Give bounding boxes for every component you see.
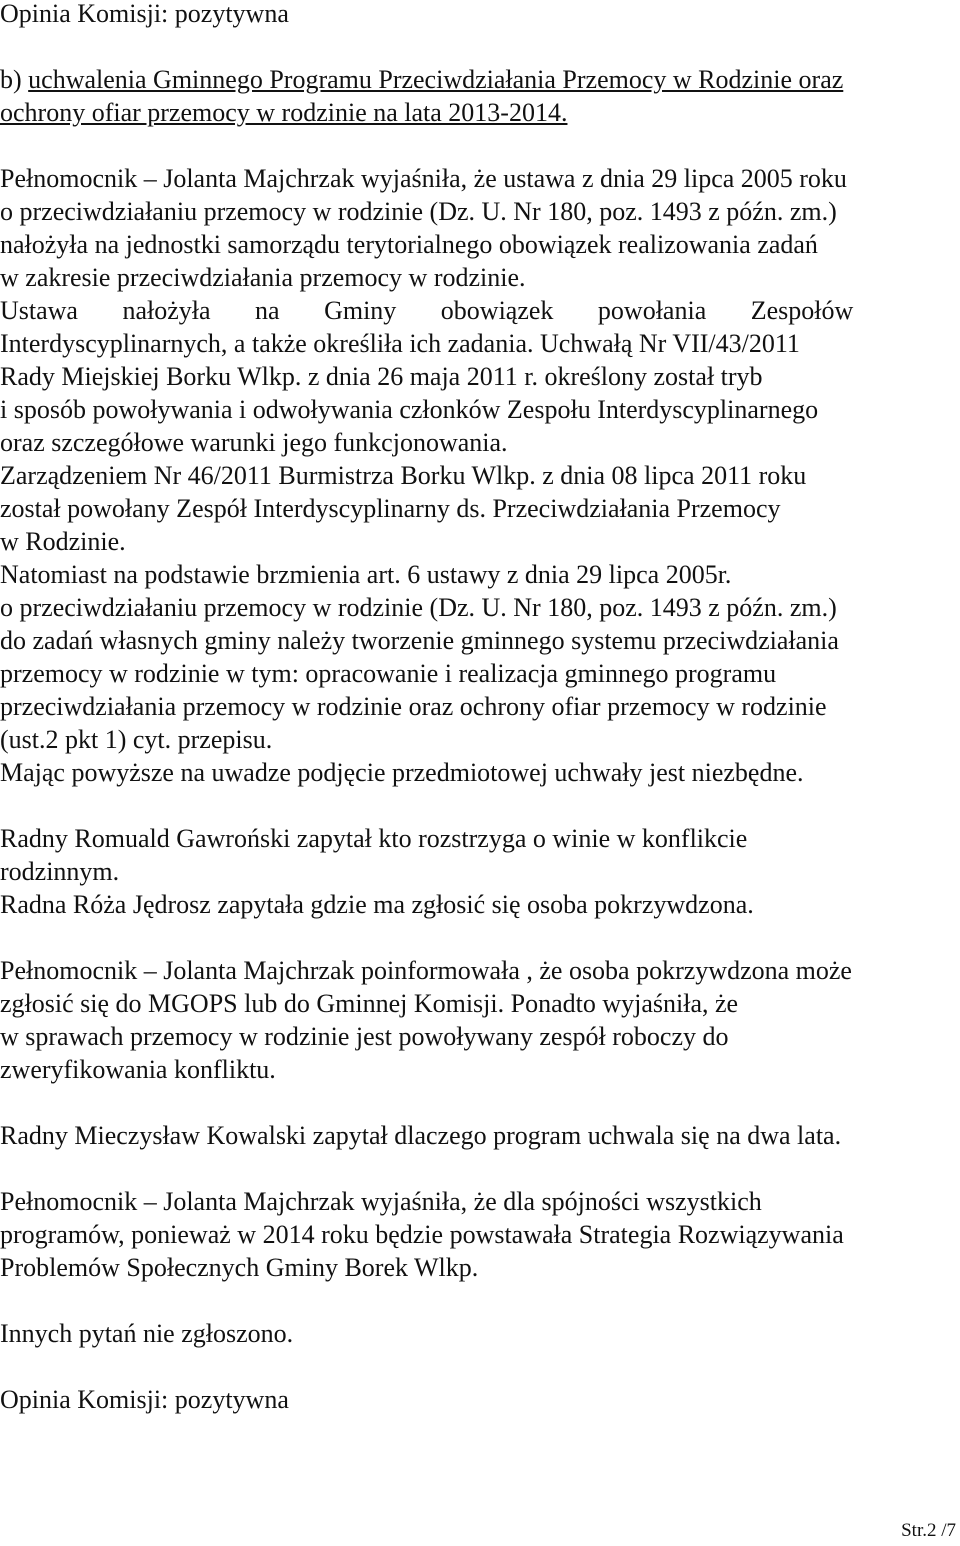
text-line: Pełnomocnik – Jolanta Majchrzak wyjaśniła, że dla spójności wszystkich: [0, 1187, 762, 1216]
text-line: i sposób powoływania i odwoływania członków Zespołu Interdyscyplinarnego: [0, 395, 819, 424]
text-line: (ust.2 pkt 1) cyt. przepisu.: [0, 725, 273, 754]
spacer: [0, 129, 956, 162]
spacer: [0, 921, 956, 954]
text-line: Pełnomocnik – Jolanta Majchrzak poinformowała , że osoba pokrzywdzona może: [0, 956, 852, 985]
paragraph-p4: [0, 1119, 956, 1152]
spacer: [0, 1284, 956, 1317]
paragraph-p6: [0, 1317, 956, 1350]
text-line: Problemów Społecznych Gminy Borek Wlkp.: [0, 1253, 479, 1282]
paragraph-p1: [0, 162, 956, 789]
text-line: w sprawach przemocy w rodzinie jest powoływany zespół roboczy do: [0, 1022, 729, 1051]
opinion-top: Opinia Komisji: pozytywna: [0, 0, 289, 28]
text-line: zweryfikowania konfliktu.: [0, 1055, 276, 1084]
text-line: przeciwdziałania przemocy w rodzinie oraz ochrony ofiar przemocy w rodzinie: [0, 692, 827, 721]
text-line: nałożyła na jednostki samorządu terytorialnego obowiązek realizowania zadań: [0, 230, 818, 259]
text-line: o przeciwdziałaniu przemocy w rodzinie (Dz. U. Nr 180, poz. 1493 z późn. zm.): [0, 197, 837, 226]
spacer: [0, 30, 956, 63]
text-line: w Rodzinie.: [0, 527, 126, 556]
item-b-title-line1: uchwalenia Gminnego Programu Przeciwdziałania Przemocy w Rodzinie oraz: [28, 65, 844, 94]
text-line: Zarządzeniem Nr 46/2011 Burmistrza Borku Wlkp. z dnia 08 lipca 2011 roku: [0, 461, 807, 490]
text-line: Radny Romuald Gawroński zapytał kto rozstrzyga o winie w konflikcie: [0, 824, 748, 853]
text-line: w zakresie przeciwdziałania przemocy w rodzinie.: [0, 263, 526, 292]
item-b-title: [0, 63, 956, 129]
paragraph-p5: [0, 1185, 956, 1284]
text-line: Natomiast na podstawie brzmienia art. 6 ustawy z dnia 29 lipca 2005r.: [0, 560, 732, 589]
item-b-prefix: b): [0, 65, 29, 94]
text-line: do zadań własnych gminy należy tworzenie gminnego systemu przeciwdziałania: [0, 626, 839, 655]
text-line: Ustawa nałożyła na Gminy obowiązek powołania Zespołów: [0, 296, 854, 325]
item-b-title-line2: ochrony ofiar przemocy w rodzinie na lata 2013-2014.: [0, 98, 568, 127]
text-line: programów, ponieważ w 2014 roku będzie powstawała Strategia Rozwiązywania: [0, 1220, 844, 1249]
text-line: Rady Miejskiej Borku Wlkp. z dnia 26 maja 2011 r. określony został tryb: [0, 362, 763, 391]
text-line: oraz szczegółowe warunki jego funkcjonowania.: [0, 428, 508, 457]
opinion-bottom: Opinia Komisji: pozytywna: [0, 1385, 289, 1414]
spacer: [0, 1152, 956, 1185]
text-line: o przeciwdziałaniu przemocy w rodzinie (Dz. U. Nr 180, poz. 1493 z późn. zm.): [0, 593, 837, 622]
text-line: Mając powyższe na uwadze podjęcie przedmiotowej uchwały jest niezbędne.: [0, 758, 804, 787]
text-line: został powołany Zespół Interdyscyplinarny ds. Przeciwdziałania Przemocy: [0, 494, 781, 523]
text-line: Interdyscyplinarnych, a także określiła ich zadania. Uchwałą Nr VII/43/2011: [0, 329, 800, 358]
text-line: zgłosić się do MGOPS lub do Gminnej Komisji. Ponadto wyjaśniła, że: [0, 989, 739, 1018]
page-number: Str.2 /7: [901, 1520, 956, 1541]
text-line: przemocy w rodzinie w tym: opracowanie i realizacja gminnego programu: [0, 659, 777, 688]
paragraph-p2: [0, 822, 956, 921]
text-line: Radny Mieczysław Kowalski zapytał dlaczego program uchwala się na dwa lata.: [0, 1121, 842, 1150]
text-line: Pełnomocnik – Jolanta Majchrzak wyjaśniła, że ustawa z dnia 29 lipca 2005 roku: [0, 164, 847, 193]
spacer: [0, 789, 956, 822]
text-line: rodzinnym.: [0, 857, 120, 886]
text-line: Radna Róża Jędrosz zapytała gdzie ma zgłosić się osoba pokrzywdzona.: [0, 890, 754, 919]
spacer: [0, 1086, 956, 1119]
text-line: Innych pytań nie zgłoszono.: [0, 1319, 294, 1348]
paragraph-p3: [0, 954, 956, 1086]
spacer: [0, 1350, 956, 1383]
